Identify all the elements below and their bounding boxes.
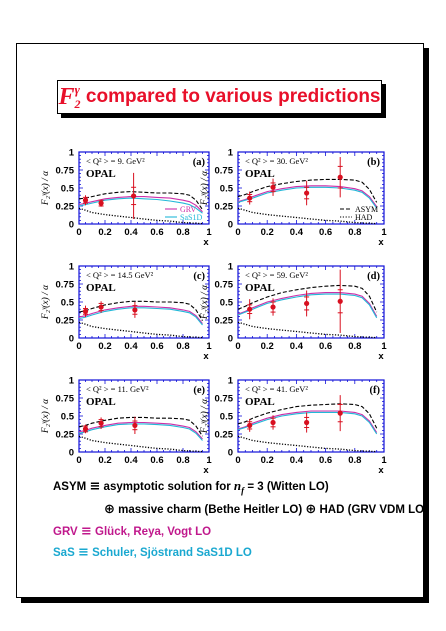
data-point <box>83 426 88 431</box>
x-tick-label: 1 <box>206 227 212 238</box>
y-tick-label: 1 <box>68 375 74 387</box>
x-tick-label: 0.4 <box>124 227 138 238</box>
x-tick-label: 0 <box>76 455 82 466</box>
data-point <box>132 307 137 312</box>
data-point <box>304 420 309 425</box>
y-tick-label: 0 <box>227 219 233 231</box>
legend-entry: ASYM <box>355 205 379 214</box>
panel-label: (f) <box>369 385 380 396</box>
x-tick-label: 0.4 <box>289 341 304 352</box>
series-asym <box>79 301 203 320</box>
x-tick-label: 0.6 <box>150 341 164 352</box>
y-tick-label: 0 <box>68 447 74 459</box>
data-point <box>338 299 343 304</box>
y-tick-label: 0.75 <box>55 165 74 177</box>
q2-label: < Q² > = 9. GeV² <box>86 156 145 166</box>
x-axis-label: x <box>378 465 384 476</box>
y-tick-label: 1 <box>68 147 74 159</box>
q2-label: < Q² > = 30. GeV² <box>245 156 308 166</box>
y-tick-label: 0.5 <box>219 183 233 195</box>
data-point <box>338 411 343 416</box>
x-tick-label: 1 <box>381 341 387 352</box>
data-point <box>247 307 252 312</box>
y-tick-label: 0.5 <box>60 183 74 195</box>
panel-label: (b) <box>367 157 380 168</box>
y-tick-label: 0.25 <box>55 201 74 213</box>
y-tick-label: 0.25 <box>214 429 233 441</box>
experiment-label: OPAL <box>86 168 116 180</box>
x-tick-label: 1 <box>381 227 387 238</box>
data-point <box>270 185 275 190</box>
y-tick-label: 1 <box>68 261 74 273</box>
x-tick-label: 0.8 <box>348 341 362 352</box>
data-point <box>99 304 104 309</box>
experiment-label: OPAL <box>245 168 275 180</box>
x-tick-label: 0.8 <box>176 341 190 352</box>
y-axis-label: F₂ᵞ(x) / α <box>200 170 210 206</box>
oplus-symbol: ⊕ <box>104 502 115 517</box>
panel-label: (c) <box>193 271 205 282</box>
x-tick-label: 0 <box>235 455 241 466</box>
data-point <box>304 301 309 306</box>
x-tick-label: 1 <box>206 341 212 352</box>
chart-panel-f <box>199 376 387 477</box>
data-point <box>99 201 104 206</box>
legend-sas: SaS ≡ Schuler, Sjöstrand SaS1D LO <box>53 545 252 560</box>
x-tick-label: 0 <box>76 227 82 238</box>
q2-label: < Q² > = 59. GeV² <box>245 270 308 280</box>
x-tick-label: 0.2 <box>260 455 274 466</box>
x-tick-label: 0.6 <box>318 455 333 466</box>
y-axis-label: F₂ᵞ(x) / α <box>41 170 51 206</box>
q2-label: < Q² > = 14.5 GeV² <box>86 270 154 280</box>
y-tick-label: 1 <box>227 147 233 159</box>
y-axis-label: F₂ᵞ(x) / α <box>200 398 210 434</box>
x-tick-label: 0.6 <box>150 227 164 238</box>
experiment-label: OPAL <box>245 396 275 408</box>
y-tick-label: 0 <box>227 333 233 345</box>
y-tick-label: 0 <box>227 447 233 459</box>
legend-grv: GRV ≡ Glück, Reya, Vogt LO <box>53 524 212 539</box>
y-tick-label: 0.5 <box>219 297 233 309</box>
x-tick-label: 1 <box>206 455 212 466</box>
y-tick-label: 0.75 <box>214 279 233 291</box>
chart-panel-e <box>40 376 212 477</box>
legend-entry: GRV <box>180 205 197 214</box>
data-point <box>270 304 275 309</box>
x-tick-label: 0.8 <box>348 455 362 466</box>
y-tick-label: 0 <box>68 219 74 231</box>
equiv-symbol: ≡ <box>77 545 89 560</box>
y-axis-label: F₂ᵞ(x) / α <box>200 284 210 320</box>
x-tick-label: 0 <box>76 341 82 352</box>
chart-panel-d <box>199 262 387 363</box>
equiv-symbol: ≡ <box>89 479 101 494</box>
oplus-symbol: ⊕ <box>305 502 317 517</box>
legend-entry: SaS1D <box>180 213 203 222</box>
x-tick-label: 0.4 <box>124 341 138 352</box>
title-text: compared to various predictions <box>85 86 381 107</box>
x-axis-label: x <box>203 237 209 248</box>
series-had <box>79 322 203 337</box>
series-grv <box>79 306 203 323</box>
data-point <box>83 309 88 314</box>
q2-label: < Q² > = 41. GeV² <box>245 384 308 394</box>
data-point <box>270 420 275 425</box>
chart-panel-c <box>40 262 212 363</box>
y-tick-label: 0.5 <box>60 297 74 309</box>
x-tick-label: 0.8 <box>176 227 190 238</box>
data-point <box>83 198 88 203</box>
x-tick-label: 0.8 <box>348 227 362 238</box>
panel-label: (a) <box>192 157 205 168</box>
legend-asym: ASYM ≡ asymptotic solution for $n_f = 3$ (Witten LO) <box>53 478 329 496</box>
panel-label: (d) <box>367 271 380 282</box>
x-tick-label: 0.6 <box>150 455 164 466</box>
legend-entry: HAD <box>355 213 373 222</box>
y-tick-label: 0.75 <box>55 279 74 291</box>
x-tick-label: 0.2 <box>98 341 112 352</box>
experiment-label: OPAL <box>86 396 116 408</box>
y-tick-label: 0.75 <box>214 393 233 405</box>
series-sas1d <box>238 294 377 318</box>
y-tick-label: 0.5 <box>60 411 74 423</box>
x-axis-label: x <box>378 351 384 362</box>
series-had <box>238 436 377 451</box>
data-point <box>247 423 252 428</box>
data-point <box>247 195 252 200</box>
x-tick-label: 0.4 <box>289 455 304 466</box>
data-point <box>131 193 136 198</box>
legend-charm-had: ⊕ massive charm (Bethe Heitler LO) ⊕ HAD (GRV VDM LO) <box>104 502 428 517</box>
x-tick-label: 0.2 <box>260 227 274 238</box>
f2-gamma-symbol: $F_2^\gamma$ <box>58 82 81 111</box>
x-tick-label: 0 <box>235 341 241 352</box>
x-axis-label: x <box>378 237 384 248</box>
x-tick-label: 1 <box>381 455 387 466</box>
y-tick-label: 0.5 <box>219 411 233 423</box>
y-tick-label: 0.25 <box>55 315 74 327</box>
y-tick-label: 0.25 <box>55 429 74 441</box>
series-grv <box>79 423 203 440</box>
series-had <box>238 322 377 337</box>
y-tick-label: 0 <box>68 333 74 345</box>
data-point <box>132 423 137 428</box>
x-tick-label: 0.2 <box>260 341 274 352</box>
series-had <box>79 436 203 451</box>
y-tick-label: 0.75 <box>214 165 233 177</box>
data-point <box>99 421 104 426</box>
x-tick-label: 0.4 <box>124 455 138 466</box>
q2-label: < Q² > = 11. GeV² <box>86 384 149 394</box>
x-tick-label: 0.2 <box>98 227 112 238</box>
data-point <box>338 175 343 180</box>
chart-panel-b <box>199 148 387 249</box>
y-axis-label: F₂ᵞ(x) / α <box>41 398 51 434</box>
y-tick-label: 0.25 <box>214 315 233 327</box>
y-tick-label: 1 <box>227 261 233 273</box>
x-axis-label: x <box>203 351 209 362</box>
data-point <box>304 190 309 195</box>
x-tick-label: 0 <box>235 227 241 238</box>
x-axis-label: x <box>203 465 209 476</box>
y-axis-label: F₂ᵞ(x) / α <box>41 284 51 320</box>
x-tick-label: 0.6 <box>318 227 333 238</box>
x-tick-label: 0.6 <box>318 341 333 352</box>
equiv-symbol: ≡ <box>80 524 92 539</box>
x-tick-label: 0.4 <box>289 227 304 238</box>
y-tick-label: 0.75 <box>55 393 74 405</box>
panel-label: (e) <box>193 385 205 396</box>
y-tick-label: 1 <box>227 375 233 387</box>
x-tick-label: 0.8 <box>176 455 190 466</box>
nf-symbol: $n_f$ <box>233 478 245 496</box>
x-tick-label: 0.2 <box>98 455 112 466</box>
chart-panel-a <box>40 148 212 249</box>
experiment-label: OPAL <box>245 282 275 294</box>
experiment-label: OPAL <box>86 282 116 294</box>
y-tick-label: 0.25 <box>214 201 233 213</box>
